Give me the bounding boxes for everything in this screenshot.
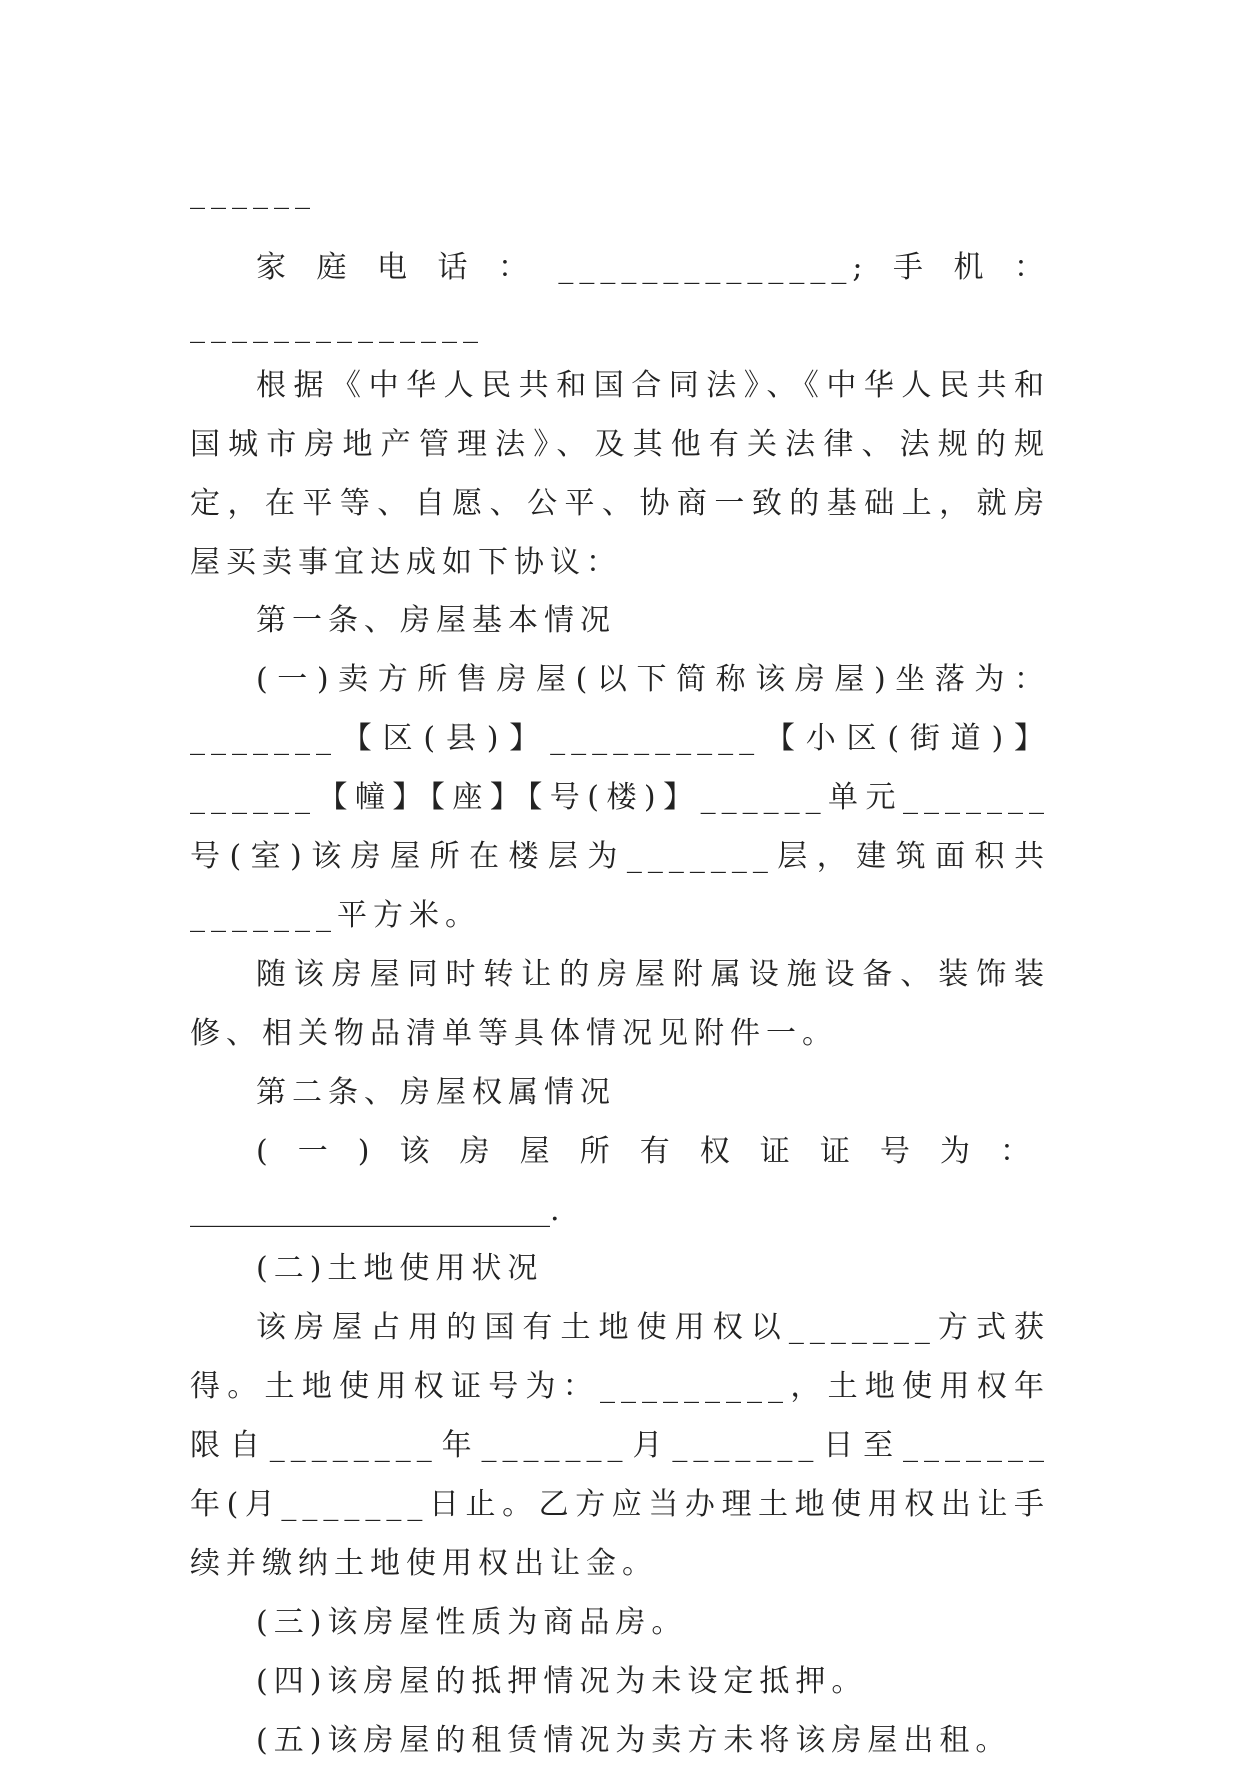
ownership-cert-blank: ________________________. <box>190 1192 560 1228</box>
lease-line: (五)该房屋的租赁情况为卖方未将该房屋出租。 <box>256 1722 1012 1758</box>
land-use-heading: (二)土地使用状况 <box>256 1251 544 1287</box>
land-use-paragraph: 该房屋占用的国有土地使用权以_______方式获得。土地使用权证号为：_________，土地使用权年限自________年_______月_______日至_______年(月_______日止。乙方应当办理土地使用权出让手续并缴纳土地使用权出让金。 <box>190 1310 1050 1581</box>
blank-line: ______ <box>190 175 316 210</box>
article-2-heading: 第二条、房屋权属情况 <box>256 1074 616 1110</box>
attachments-paragraph: 随该房屋同时转让的房屋附属设施设备、装饰装修、相关物品清单等具体情况见附件一。 <box>190 956 1050 1051</box>
phone-line: 家庭电话：______________;手机：______________ <box>190 250 1050 344</box>
property-nature-line: (三)该房屋性质为商品房。 <box>256 1604 688 1640</box>
property-location-paragraph: (一)卖方所售房屋(以下简称该房屋)坐落为：_______【区(县)】__________【小区(街道)】______【幢】【座】【号(楼)】______单元_______号(室)该房屋所在楼层为_______层，建筑面积共_______平方米。 <box>190 662 1050 933</box>
mortgage-line: (四)该房屋的抵押情况为未设定抵押。 <box>256 1663 868 1699</box>
preamble-paragraph: 根据《中华人民共和国合同法》、《中华人民共和国城市房地产管理法》、及其他有关法律、法规的规定，在平等、自愿、公平、协商一致的基础上，就房屋买卖事宜达成如下协议： <box>190 367 1050 580</box>
document-body <box>190 175 1050 1771</box>
article-1-heading: 第一条、房屋基本情况 <box>256 603 616 639</box>
ownership-cert-line: (一)该房屋所有权证证号为： <box>256 1133 1050 1169</box>
